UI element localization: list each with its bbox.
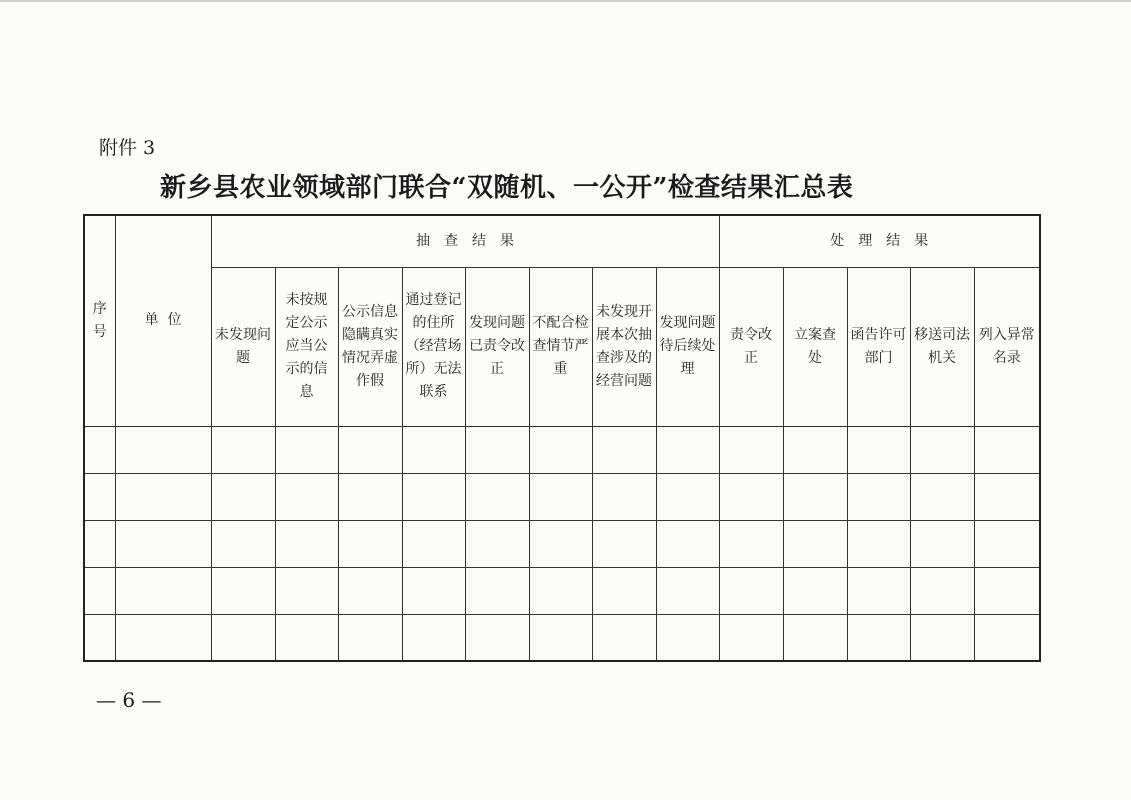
header-handle-results-label: 处理结果 — [830, 232, 943, 249]
table-cell — [719, 473, 783, 520]
header-check-results-label: 抽查结果 — [416, 232, 528, 249]
table-cell — [211, 614, 275, 661]
header-check-col-7 — [592, 267, 656, 426]
table-cell — [847, 473, 910, 520]
table-cell — [402, 426, 465, 473]
page-number: — 6 — — [96, 688, 162, 712]
table-cell — [592, 473, 656, 520]
table-cell — [974, 473, 1040, 520]
table-cell — [84, 614, 115, 661]
summary-table — [83, 214, 1041, 662]
table-cell — [402, 473, 465, 520]
table-cell — [115, 473, 211, 520]
table-cell — [592, 520, 656, 567]
table-cell — [402, 520, 465, 567]
header-label: 未发现开展本次抽查涉及的经营问题 — [596, 303, 652, 389]
header-label: 发现问题待后续处理 — [659, 315, 716, 377]
table-cell — [592, 426, 656, 473]
table-cell — [847, 520, 910, 567]
header-label: 移送司法机关 — [914, 326, 970, 366]
table-cell — [465, 426, 529, 473]
table-cell — [465, 473, 529, 520]
document-title: 新乡县农业领域部门联合“双随机、一公开”检查结果汇总表 — [160, 173, 854, 203]
table-cell — [84, 567, 115, 614]
header-handle-col-5 — [974, 267, 1040, 426]
header-label: 不配合检查情节严重 — [532, 315, 589, 377]
table-cell — [465, 567, 529, 614]
table-cell — [115, 567, 211, 614]
header-label: 未发现问题 — [215, 326, 271, 366]
header-check-col-6 — [529, 267, 592, 426]
table-cell — [656, 567, 719, 614]
table-cell — [529, 567, 592, 614]
table-cell — [402, 614, 465, 661]
table-row — [84, 567, 1040, 614]
table-cell — [402, 567, 465, 614]
table-cell — [783, 614, 847, 661]
header-label: 立案查处 — [794, 326, 836, 366]
table-cell — [529, 426, 592, 473]
table-cell — [719, 426, 783, 473]
header-check-results — [211, 215, 719, 267]
table-cell — [84, 520, 115, 567]
table-cell — [115, 520, 211, 567]
table-cell — [211, 567, 275, 614]
header-label: 函告许可部门 — [850, 326, 907, 366]
table-cell — [529, 520, 592, 567]
header-label: 责令改正 — [730, 326, 772, 366]
table-cell — [847, 426, 910, 473]
header-label: 发现问题已责令改正 — [469, 315, 525, 377]
header-label: 列入异常名录 — [978, 326, 1035, 366]
table-cell — [656, 614, 719, 661]
table-row — [84, 473, 1040, 520]
table-cell — [783, 520, 847, 567]
table-cell — [529, 473, 592, 520]
header-check-col-2 — [275, 267, 338, 426]
header-unit-label: 单 位 — [144, 312, 182, 329]
table-cell — [783, 567, 847, 614]
header-label: 未按规定公示应当公示的信息 — [285, 292, 328, 400]
header-handle-col-4 — [910, 267, 974, 426]
table-cell — [910, 520, 974, 567]
table-cell — [115, 614, 211, 661]
table-cell — [719, 520, 783, 567]
table-cell — [275, 614, 338, 661]
table-cell — [275, 426, 338, 473]
header-handle-col-3 — [847, 267, 910, 426]
table-cell — [338, 520, 402, 567]
table-cell — [656, 473, 719, 520]
table-cell — [211, 426, 275, 473]
header-check-col-3 — [338, 267, 402, 426]
table-cell — [84, 426, 115, 473]
header-label: 公示信息隐瞒真实情况弄虚作假 — [342, 303, 398, 389]
header-handle-col-1 — [719, 267, 783, 426]
table-cell — [974, 426, 1040, 473]
table-cell — [115, 426, 211, 473]
header-check-col-8 — [656, 267, 719, 426]
table-cell — [529, 614, 592, 661]
table-cell — [211, 473, 275, 520]
table-cell — [974, 567, 1040, 614]
table-row — [84, 520, 1040, 567]
table-cell — [338, 473, 402, 520]
header-handle-results — [719, 215, 1040, 267]
table-cell — [211, 520, 275, 567]
table-cell — [974, 614, 1040, 661]
table-cell — [910, 426, 974, 473]
header-index-label: 序号 — [92, 300, 107, 340]
table-cell — [465, 614, 529, 661]
table-cell — [275, 567, 338, 614]
table-cell — [592, 614, 656, 661]
table-body — [84, 426, 1040, 661]
table-cell — [974, 520, 1040, 567]
header-check-col-1 — [211, 267, 275, 426]
table-cell — [656, 520, 719, 567]
table-cell — [847, 614, 910, 661]
table-row — [84, 426, 1040, 473]
table-cell — [592, 567, 656, 614]
table-row — [84, 614, 1040, 661]
table-cell — [783, 426, 847, 473]
header-unit — [115, 215, 211, 426]
header-index — [84, 215, 115, 426]
table-cell — [847, 567, 910, 614]
table-cell — [719, 614, 783, 661]
table-cell — [719, 567, 783, 614]
table-cell — [338, 567, 402, 614]
table-cell — [910, 614, 974, 661]
header-label: 通过登记的住所（经营场所）无法联系 — [405, 292, 462, 400]
header-column-row — [84, 267, 1040, 426]
table-cell — [910, 567, 974, 614]
attachment-label: 附件 3 — [99, 137, 156, 159]
table-cell — [656, 426, 719, 473]
table-cell — [783, 473, 847, 520]
table-cell — [84, 473, 115, 520]
table-cell — [275, 520, 338, 567]
header-group-row — [84, 215, 1040, 267]
header-check-col-5 — [465, 267, 529, 426]
table-cell — [910, 473, 974, 520]
page-top-edge — [0, 0, 1131, 2]
header-handle-col-2 — [783, 267, 847, 426]
table-cell — [338, 426, 402, 473]
table-cell — [338, 614, 402, 661]
table-cell — [465, 520, 529, 567]
header-check-col-4 — [402, 267, 465, 426]
table-cell — [275, 473, 338, 520]
